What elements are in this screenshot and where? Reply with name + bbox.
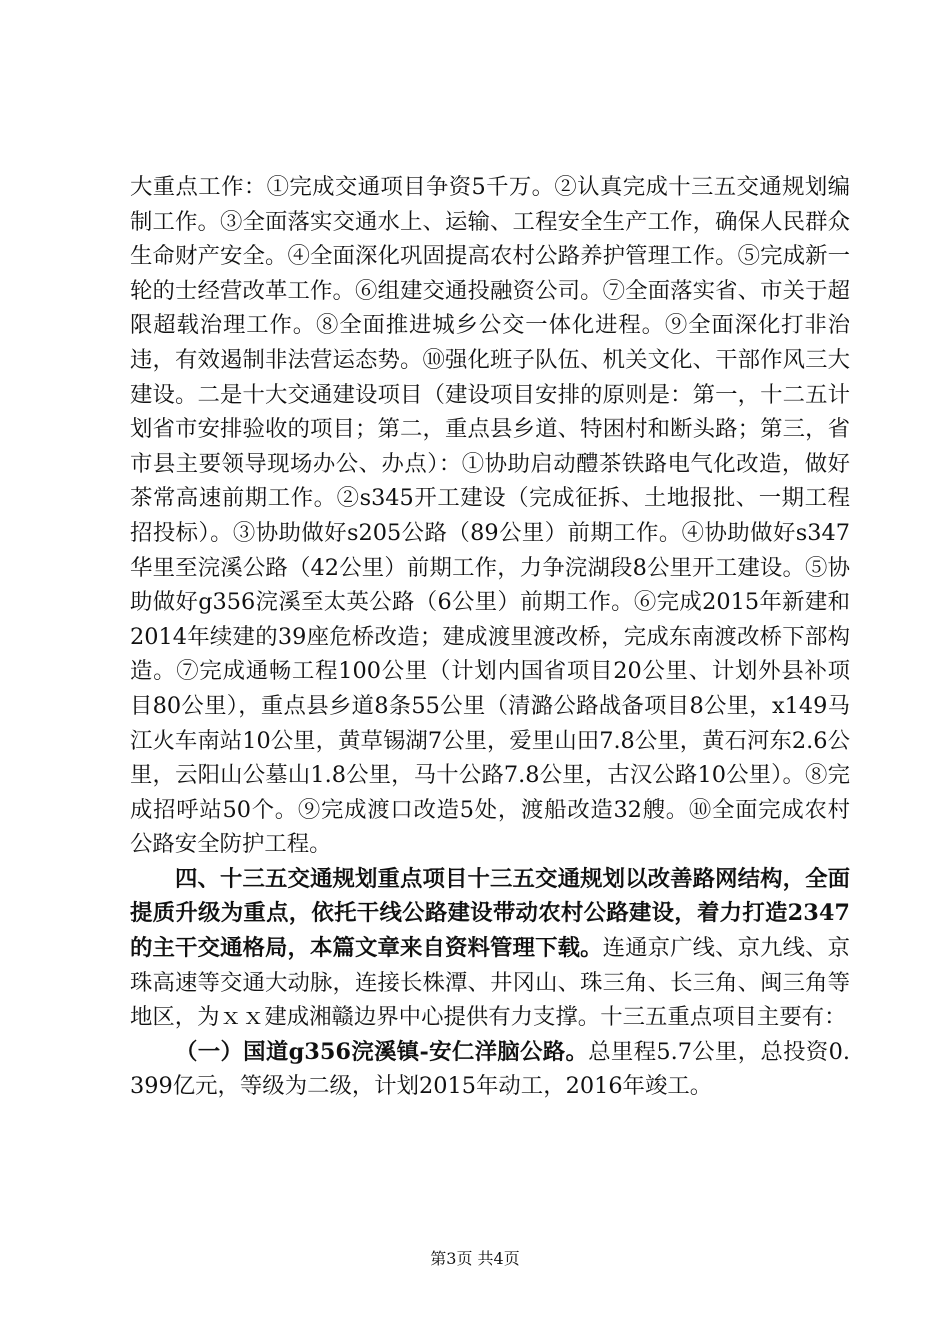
document-body [130,170,850,1104]
page-number-footer: 第3页 共4页 [430,1249,520,1268]
paragraph-text: 大重点工作：①完成交通项目争资5千万。②认真完成十三五交通规划编制工作。③全面落实交通水上、运输、工程安全生产工作，确保人民群众生命财产安全。④全面深化巩固提高农村公路养护管理工作。⑤完成新一轮的士经营改革工作。⑥组建交通投融资公司。⑦全面落实省、市关于超限超载治理工作。⑧全面推进城乡公交一体化进程。⑨全面深化打非治违，有效遏制非法营运态势。⑩强化班子队伍、机关文化、干部作风三大建设。二是十大交通建设项目（建设项目安排的原则是：第一，十二五计划省市安排验收的项目；第二，重点县乡道、特困村和断头路；第三，省市县主要领导现场办公、办点）：①协助启动醴茶铁路电气化改造，做好茶常高速前期工作。②s345开工建设（完成征拆、土地报批、一期工程招投标）。③协助做好s205公路（89公里）前期工作。④协助做好s347华里至浣溪公路（42公里）前期工作，力争浣湖段8公里开工建设。⑤协助做好g356浣溪至太英公路（6公里）前期工作。⑥完成2015年新建和2014年续建的39座危桥改造；建成渡里渡改桥，完成东南渡改桥下部构造。⑦完成通畅工程100公里（计划内国省项目20公里、计划外县补项目80公里），重点县乡道8条55公里（清潞公路战备项目8公里，x149马江火车南站10公里，黄草锡湖7公里，爱里山田7.8公里，黄石河东2.6公里，云阳山公墓山1.8公里，马十公路7.8公里，古汉公路10公里）。⑧完成招呼站50个。⑨完成渡口改造5处，渡船改造32艘。⑩全面完成农村公路安全防护工程。 [130,174,850,858]
section-heading: 四、十三五交通规划重点项目十三五交通规划以改善路网结构，全面提质升级为重点，依托干线公路建设带动农村公路建设，着力打造2347的主干交通格局，本篇文章来自资料管理下载。 [130,865,850,962]
paragraph-text: 连通京广线、京九线、京珠高速等交通大动脉，连接长株潭、井冈山、珠三角、长三角、闽三角等地区，为ｘｘ建成湘赣边界中心提供有力支撑。十三五重点项目主要有： [130,935,851,1031]
paragraph-work-items [130,170,850,862]
paragraph-text: 总里程5.7公里，总投资0.399亿元，等级为二级，计划2015年动工，2016年竣工。 [130,1038,850,1100]
paragraph-project-one [130,1035,850,1104]
subsection-heading: （一）国道g356浣溪镇-安仁洋脑公路。 [175,1038,589,1065]
paragraph-section-four [130,862,850,1035]
